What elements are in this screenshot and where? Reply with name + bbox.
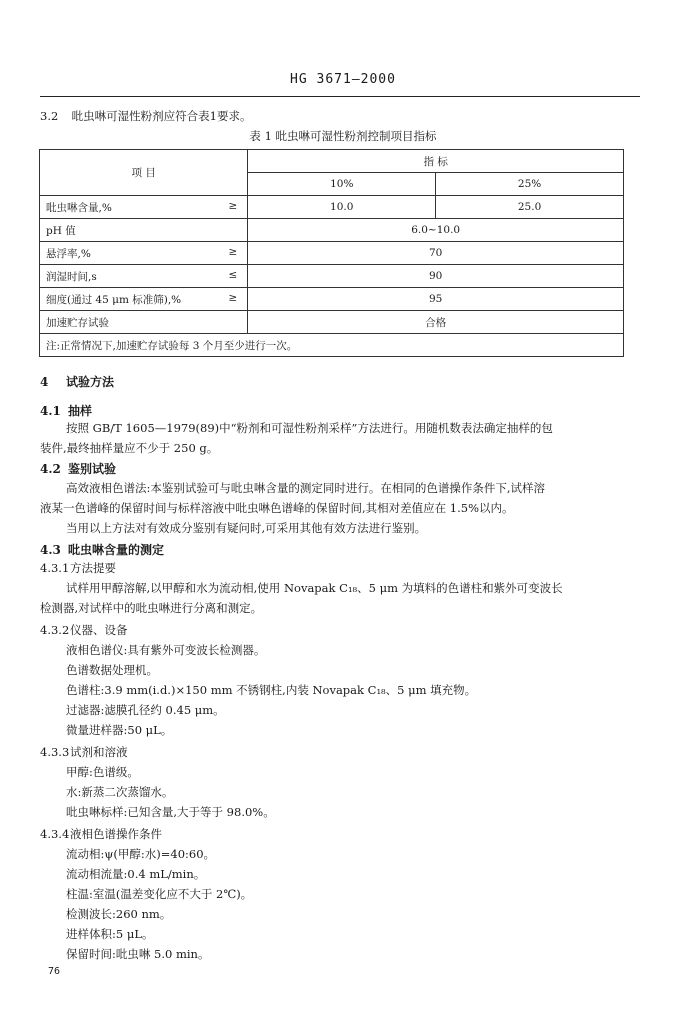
section-4-3-3-heading: 4.3.3试剂和溶液	[40, 745, 128, 759]
section-4-3-heading: 4.3 吡虫啉含量的测定	[40, 543, 165, 557]
page-number: 76	[48, 966, 61, 977]
list-item: 甲醇:色谱级。	[66, 765, 139, 779]
row-value-25pct: 25.0	[436, 196, 624, 219]
row-item: 吡虫啉含量,% ≥	[40, 196, 248, 219]
list-item: 进样体积:5 μL。	[66, 927, 154, 941]
section-4-1-line-2: 装件,最终抽样量应不少于 250 g。	[40, 441, 219, 455]
section-4-2-line-2: 液某一色谱峰的保留时间与标样溶液中吡虫啉色谱峰的保留时间,其相对差值应在 1.5%以内。	[40, 501, 514, 515]
section-4-3-2-heading: 4.3.2仪器、设备	[40, 623, 128, 637]
row-value: 6.0~10.0	[248, 219, 624, 242]
row-item: 加速贮存试验	[40, 311, 248, 334]
list-item: 吡虫啉标样:已知含量,大于等于 98.0%。	[66, 805, 275, 819]
row-item: 细度(通过 45 μm 标准筛),% ≥	[40, 288, 248, 311]
spec-table	[39, 149, 624, 357]
table-note-row	[40, 334, 624, 357]
section-4-1-heading: 4.1 抽样	[40, 404, 93, 418]
row-value: 70	[248, 242, 624, 265]
list-item: 流动相流量:0.4 mL/min。	[66, 867, 206, 881]
row-item: pH 值	[40, 219, 248, 242]
row-item: 悬浮率,% ≥	[40, 242, 248, 265]
table-row	[40, 196, 624, 219]
section-4-3-1-heading: 4.3.1方法提要	[40, 561, 116, 575]
table-note: 注:正常情况下,加速贮存试验每 3 个月至少进行一次。	[40, 334, 624, 357]
section-4-1-line-1: 按照 GB/T 1605—1979(89)中“粉剂和可湿性粉剂采样”方法进行。用随机数表法确定抽样的包	[66, 421, 553, 435]
standard-number: HG 3671—2000	[290, 72, 396, 87]
section-4-2-heading: 4.2 鉴别试验	[40, 462, 117, 476]
section-text: 吡虫啉可湿性粉剂应符合表1要求。	[71, 109, 252, 123]
list-item: 过滤器:滤膜孔径约 0.45 μm。	[66, 703, 225, 717]
section-number: 3.2	[40, 109, 59, 123]
section-4-heading: 4 试验方法	[40, 375, 115, 389]
header-25pct: 25%	[436, 173, 624, 196]
table-row	[40, 265, 624, 288]
row-item: 润湿时间,s ≤	[40, 265, 248, 288]
section-4-3-1-line-1: 试样用甲醇溶解,以甲醇和水为流动相,使用 Novapak C₁₈、5 μm 为填料的色谱柱和紫外可变波长	[66, 581, 563, 595]
row-value-10pct: 10.0	[248, 196, 436, 219]
list-item: 色谱数据处理机。	[66, 663, 158, 677]
section-4-3-4-heading: 4.3.4液相色谱操作条件	[40, 827, 162, 841]
section-4-3-1-line-2: 检测器,对试样中的吡虫啉进行分离和测定。	[40, 601, 263, 615]
row-value: 合格	[248, 311, 624, 334]
list-item: 色谱柱:3.9 mm(i.d.)×150 mm 不锈钢柱,内装 Novapak C₁₈、5 μm 填充物。	[66, 683, 477, 697]
row-value: 95	[248, 288, 624, 311]
table-row	[40, 311, 624, 334]
section-4-2-line-3: 当用以上方法对有效成分鉴别有疑问时,可采用其他有效方法进行鉴别。	[66, 521, 427, 535]
list-item: 微量进样器:50 μL。	[66, 723, 173, 737]
list-item: 水:新蒸二次蒸馏水。	[66, 785, 174, 799]
header-10pct: 10%	[248, 173, 436, 196]
header-item: 项 目	[40, 150, 248, 196]
list-item: 检测波长:260 nm。	[66, 907, 172, 921]
table-row	[40, 288, 624, 311]
section-4-2-line-1: 高效液相色谱法:本鉴别试验可与吡虫啉含量的测定同时进行。在相同的色谱操作条件下,试样溶	[66, 481, 546, 495]
list-item: 流动相:ψ(甲醇:水)=40:60。	[66, 847, 216, 861]
table-caption: 表 1 吡虫啉可湿性粉剂控制项目指标	[249, 129, 437, 143]
list-item: 保留时间:吡虫啉 5.0 min。	[66, 947, 210, 961]
header-index: 指 标	[248, 150, 624, 173]
header-rule	[40, 96, 640, 97]
table-row	[40, 219, 624, 242]
table-row	[40, 242, 624, 265]
table-header-row	[40, 150, 624, 173]
section-3-2	[40, 106, 251, 126]
row-value: 90	[248, 265, 624, 288]
list-item: 液相色谱仪:具有紫外可变波长检测器。	[66, 643, 266, 657]
list-item: 柱温:室温(温差变化应不大于 2℃)。	[66, 887, 253, 901]
